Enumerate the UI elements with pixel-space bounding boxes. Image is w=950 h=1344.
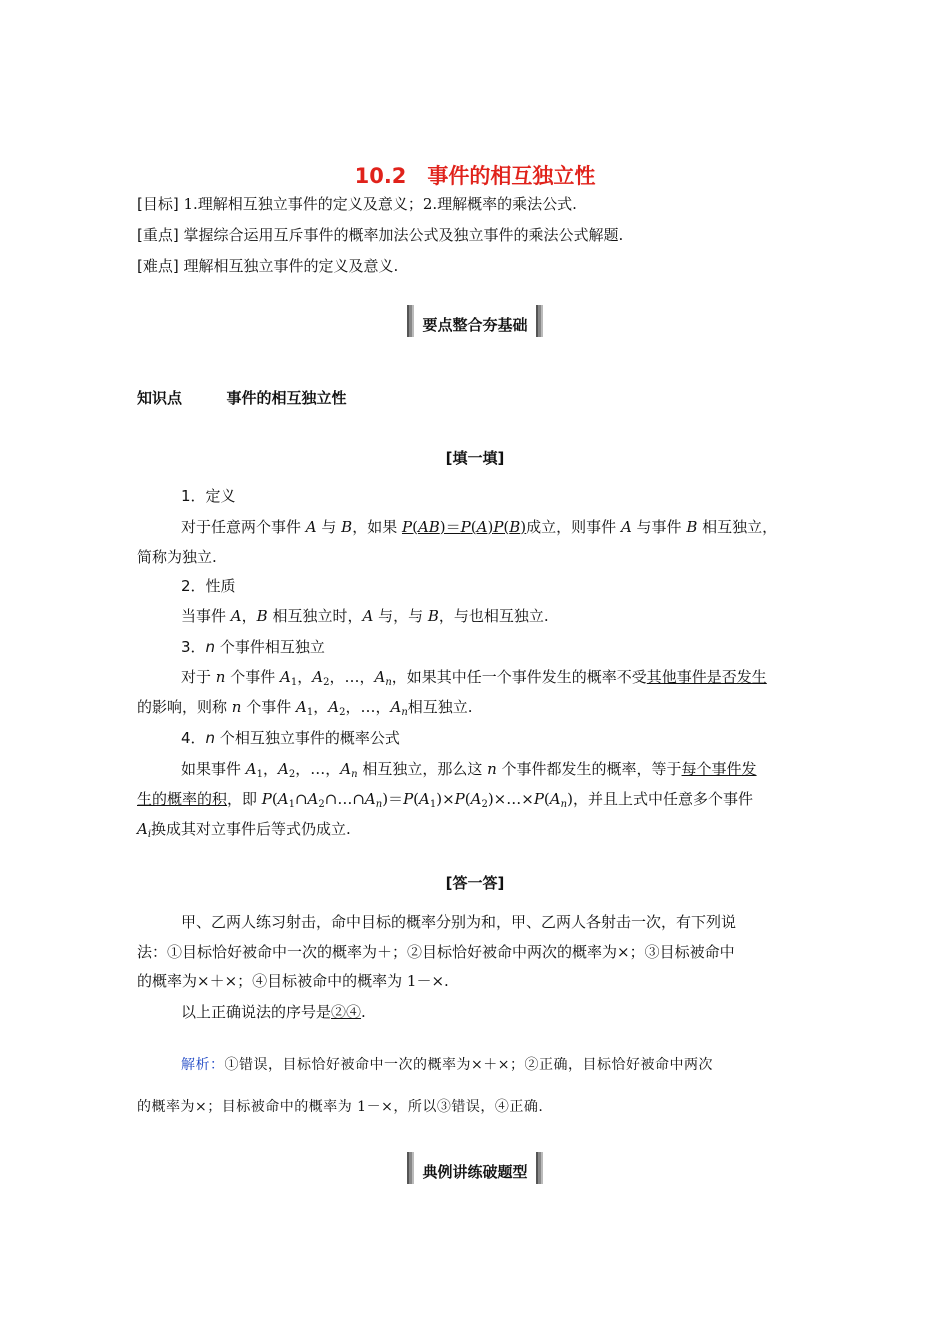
math-var: n: [231, 698, 242, 716]
question-line-2: 法：①目标恰好被命中一次的概率为＋；②目标恰好被命中两次的概率为×；③目标被命中: [137, 943, 735, 961]
question-line-1: 甲、乙两人练习射击，命中目标的概率分别为和，甲、乙两人各射击一次，有下列说: [181, 913, 737, 931]
banner-left-bar: [407, 305, 414, 337]
text-run: 相互独立，那么这: [357, 760, 488, 778]
math-var: n: [215, 668, 226, 686]
difficulty-line: [137, 254, 817, 278]
product-formula: $P(A_1\cap A_2\cap\dots\cap A_n)=P(A_1)\times P(A_2)\times\dots\times P(A_n)$: [261, 790, 573, 810]
text-run: 个相互独立事件的概率公式: [215, 729, 400, 747]
banner-text: 要点整合夯基础: [422, 315, 528, 334]
analysis-label: 解析：: [181, 1057, 225, 1073]
text-run: 对于: [181, 668, 216, 686]
section-1-continuation: 简称为独立.: [137, 548, 217, 566]
event-sequence: $A_1$，$A_2$，…，$A_n$: [296, 698, 408, 718]
section-2-heading: 2．性质: [181, 577, 236, 595]
math-var: A: [230, 607, 242, 625]
banner-right-bar: [536, 305, 543, 337]
section-4-formula-line: [137, 787, 817, 811]
math-var: n: [205, 729, 216, 747]
section-banner-examples: [0, 1152, 950, 1188]
math-var: A: [620, 518, 632, 536]
text-run: 以上正确说法的序号是: [181, 1003, 332, 1021]
math-var: B: [341, 518, 353, 536]
analysis-line-1: [137, 1053, 861, 1077]
underlined-answer: 生的概率的积: [137, 790, 228, 808]
text-run: 当事件: [181, 607, 231, 625]
section-4-heading: [137, 726, 861, 750]
section-3-paragraph: [137, 665, 861, 689]
text-run: 相互独立.: [407, 698, 473, 716]
event-ai: $A_i$: [137, 820, 152, 840]
text-run: 对于任意两个事件: [181, 518, 306, 536]
banner-right-bar: [536, 1152, 543, 1184]
text-run: 个事件相互独立: [215, 638, 325, 656]
text-run: 与，与: [373, 607, 428, 625]
text-run: 个事件: [241, 698, 296, 716]
event-sequence: $A_1$，$A_2$，…，$A_n$: [280, 668, 392, 688]
underlined-answer: 其他事件是否发生: [646, 668, 767, 686]
math-var: A: [362, 607, 374, 625]
text-run: 与事件: [631, 518, 687, 536]
text-run: 换成其对立事件后等式仍成立.: [151, 820, 351, 838]
difficulty-text: 理解相互独立事件的定义及意义.: [183, 257, 399, 275]
difficulty-tag: [难点]: [137, 257, 179, 275]
math-var: B: [256, 607, 268, 625]
underlined-answer: ②④: [331, 1003, 362, 1021]
knowledge-label: 知识点: [137, 389, 183, 407]
math-var: B: [427, 607, 439, 625]
text-run: ，如果: [352, 518, 402, 536]
text-run: 与: [316, 518, 342, 536]
text-run: ，: [241, 607, 257, 625]
section-4-continuation: [137, 817, 817, 841]
section-banner-basics: [0, 305, 950, 341]
banner-text: 典例讲练破题型: [422, 1162, 528, 1181]
text-run: 如果事件: [181, 760, 246, 778]
text-run: ，如果其中任一个事件发生的概率不受: [391, 668, 647, 686]
text-run: ，即: [227, 790, 262, 808]
text-run: 相互独立，: [697, 518, 778, 536]
text-run: 的影响，则称: [137, 698, 232, 716]
section-1-paragraph: [137, 515, 861, 539]
section-3-heading: [137, 635, 861, 659]
text-run: 相互独立时，: [267, 607, 363, 625]
goal-tag: [目标]: [137, 195, 179, 213]
text-run: ，与也相互独立.: [438, 607, 549, 625]
question-answer-line: [137, 1000, 861, 1024]
text-run: 3．: [181, 638, 206, 656]
section-4-paragraph: [137, 757, 861, 781]
page-title: 10.2 事件的相互独立性: [354, 164, 596, 188]
answer-heading: [答一答]: [445, 874, 505, 892]
text-run: 成立，则事件: [526, 518, 621, 536]
text-run: 个事件: [225, 668, 280, 686]
knowledge-title: 事件的相互独立性: [226, 389, 347, 407]
section-2-paragraph: [137, 604, 861, 628]
text-run: .: [361, 1003, 366, 1021]
banner-left-bar: [407, 1152, 414, 1184]
math-var: n: [487, 760, 497, 778]
key-point-text: 掌握综合运用互斥事件的概率加法公式及独立事件的乘法公式解题.: [183, 226, 624, 244]
event-sequence: $A_1$，$A_2$，…，$A_n$: [245, 760, 358, 780]
independence-formula: P(AB)＝P(A)P(B): [401, 518, 527, 536]
question-line-3: 的概率为×＋×；④目标被命中的概率为 1－×.: [137, 972, 449, 990]
section-1-heading: 1．定义: [181, 487, 236, 505]
goal-line: [137, 192, 817, 216]
analysis-line-2: 的概率为×；目标被命中的概率为 1－×，所以③错误，④正确.: [137, 1099, 544, 1115]
math-var: n: [205, 638, 216, 656]
analysis-text: ①错误，目标恰好被命中一次的概率为×＋×；②正确，目标恰好被命中两次: [224, 1057, 713, 1073]
fill-in-heading: [填一填]: [445, 449, 505, 467]
key-point-line: [137, 223, 817, 247]
goal-text: 1.理解相互独立事件的定义及意义；2.理解概率的乘法公式.: [183, 195, 577, 213]
underlined-answer: 每个事件发: [681, 760, 757, 778]
text-run: 个事件都发生的概率，等于: [496, 760, 682, 778]
math-var: A: [305, 518, 317, 536]
section-3-continuation: [137, 695, 817, 719]
text-run: 4．: [181, 729, 206, 747]
knowledge-heading: [137, 386, 817, 410]
key-point-tag: [重点]: [137, 226, 179, 244]
text-run: ，并且上式中任意多个事件: [572, 790, 753, 808]
math-var: B: [686, 518, 698, 536]
